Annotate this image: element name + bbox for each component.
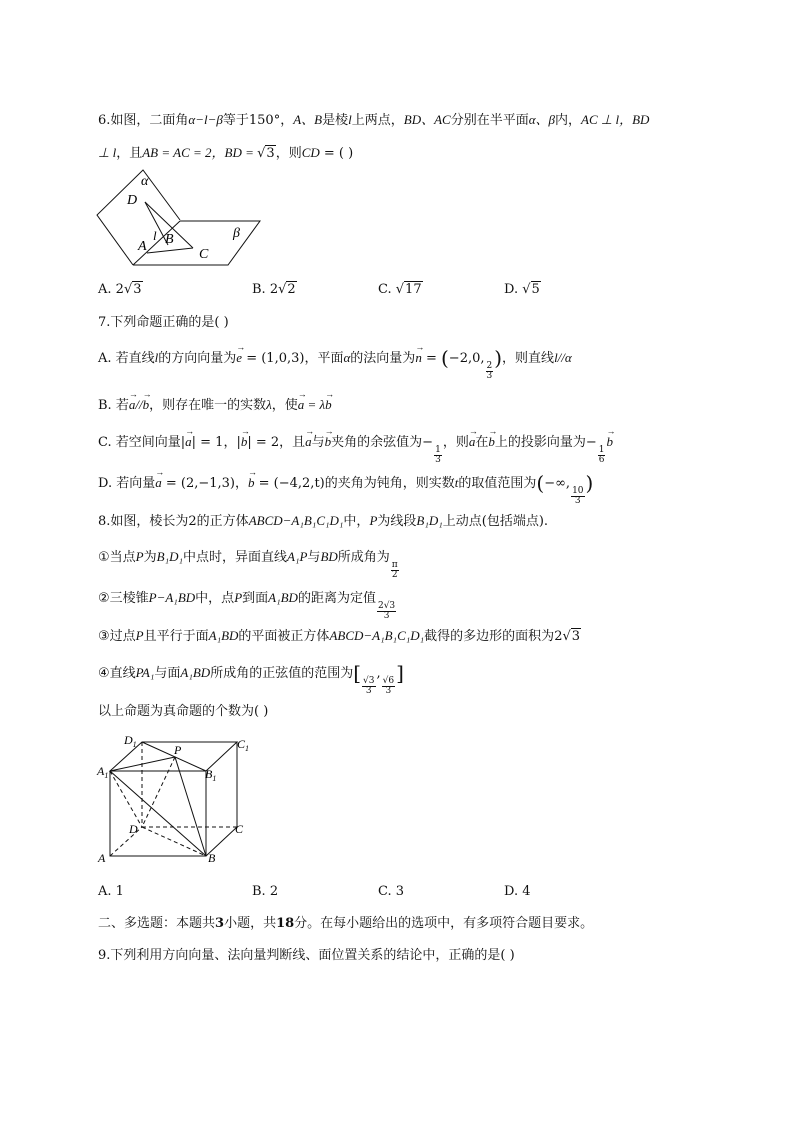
q6-option-d[interactable]: D. √5 [504,282,540,297]
q8-statement-1: ①当点P为B₁D₁中点时，异面直线A₁P与BD所成角为 $\frac{\pi}{2}$ [98,549,398,580]
q6-option-a[interactable]: A. 2√3 [98,282,142,297]
q8-cube-figure [94,730,254,866]
q7-stem: 7.下列命题正确的是( ) [98,315,229,330]
label-d: D [129,822,138,836]
q8-stem: 8.如图，棱长为2的正方体ABCD−A₁B₁C₁D₁中，P为线段B₁D₁上动点(包括端点). [98,513,549,529]
label-a: A [98,851,106,865]
label-p: P [174,743,182,757]
q6-option-c[interactable]: C. √17 [378,282,422,297]
q8-statement-3: ③过点P且平行于面A₁BD的平面被正方体ABCD−A₁B₁C₁D₁截得的多边形的面积为2√3 [98,628,581,644]
label-c1: $C_1$ [237,737,250,753]
q6-dihedral-figure [95,168,270,270]
q8-statement-2: ②三棱锥P−A₁BD中，点P到面A₁BD的距离为定值 $\frac{2√3}{3}$ [98,590,396,621]
section-2-heading: 二、多选题：本题共3小题，共18分。在每小题给出的选项中，有多项符合题目要求。 [98,916,594,931]
label-d1: $D_1$ [124,733,137,749]
label-alpha: α [141,174,149,189]
label-a: A [138,239,147,254]
q8-statement-4: ④直线PA₁与面A₁BD所成角的正弦值的范围为[ $\frac{√3}{3}$ , $\frac{√6}{3}$ ] [98,661,404,696]
q7-option-b[interactable]: B. 若→ a//→ b，则存在唯一的实数λ，使→ a = λ→ b [98,396,332,415]
label-beta: β [233,226,240,241]
hidden-segment-a1d [110,771,142,827]
q7-option-a[interactable]: A. 若直线l的方向向量为→ e = (1,0,3)，平面α的法向量为→ n = (−2,0, $\frac{2}{3}$ )，则直线l//α [98,349,572,381]
label-l: l [153,228,157,243]
label-b1: $B_1$ [205,767,217,783]
q8-ask: 以上命题为真命题的个数为( ) [98,704,269,719]
label-a1: $A_1$ [97,764,109,780]
q8-option-b[interactable]: B. 2 [252,884,279,899]
q6-option-b[interactable]: B. 2√2 [252,282,296,297]
label-b: B [165,232,174,247]
q6-stem-line2: ⊥ l，且AB = AC = 2，BD = √3，则CD = ( ) [98,145,354,161]
q7-option-d[interactable]: D. 若向量→ a = (2,−1,3)，→ b = (−4,2,t)的夹角为钝角，则实数t的取值范围为(−∞, $\frac{10}{3}$ ) [98,474,593,506]
q9-stem: 9.下列利用方向向量、法向量判断线、面位置关系的结论中，正确的是( ) [98,948,515,963]
label-b: B [208,851,216,865]
label-c: C [235,822,244,836]
label-c: C [199,247,209,262]
segment-a1b [110,771,206,856]
q8-option-d[interactable]: D. 4 [504,884,531,899]
segment-pb [175,757,206,856]
q8-option-c[interactable]: C. 3 [378,884,405,899]
label-d: D [127,193,138,208]
q8-option-a[interactable]: A. 1 [98,884,124,899]
q7-option-c[interactable]: C. 若空间向量|→ a| = 1，|→ b| = 2，且→ a与→ b夹角的余弦值为− $\frac{1}{3}$ ，则→ a在→ b上的投影向量为− $\frac{1}{6}$ → b [98,433,613,465]
segment-ac [147,248,193,253]
hidden-segment-pd [142,757,175,827]
hidden-segment-db [142,827,206,856]
q6-stem-line1: 6.如图，二面角α−l−β等于150°，A、B是棱l上两点，BD、AC分别在半平面α、β内，AC ⊥ l，BD [98,112,650,128]
